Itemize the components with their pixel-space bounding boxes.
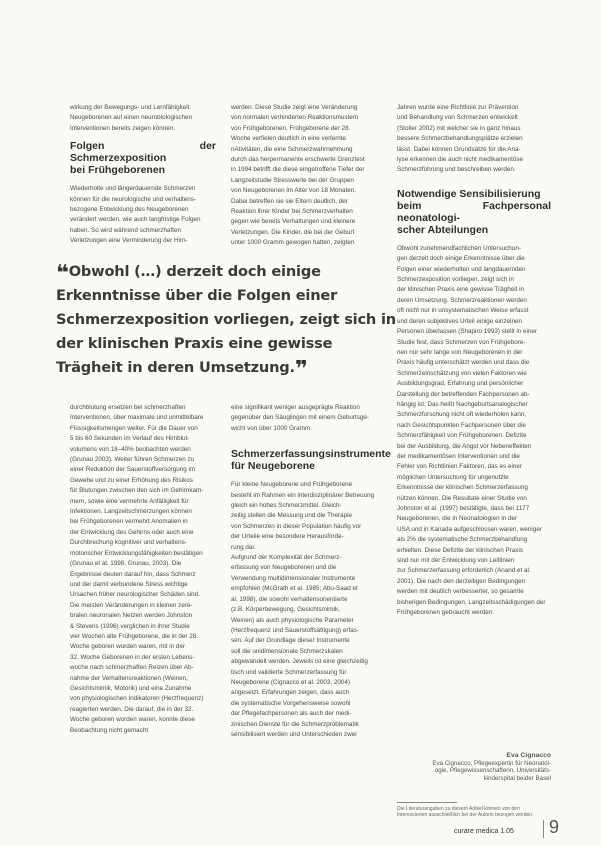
author-affiliation: ogie, Pflegewissenschafterin, Universitäts-	[434, 767, 551, 775]
column-2-bottom	[231, 403, 391, 740]
body-paragraph: Für kleine Neugeborene und Frühgeborene besteht im Rahmen ein interdisziplinärer Betreuung gleich ein hohes Schmerzmittel. Gleich- zeitig stellen die Messung und die Therapie von Schmerzen in dieser Population häufig vor der Urteile eine besondere Herausforde- rung dar. Aufgrund der Komplexität der Schmerz- erfassung von Neugeborenen und die Verwendung multidimensionaler Instrumente empfohlen (McGrath et al. 1985; Abu-Saad et al. 1998), die sowohl verhaltensorientierte (z.B. Körperbewegung, Gesichtsmimik, Weinen) als auch physiologische Parameter (Herzfrequenz und Sauerstoffsättigung) erfas- sen. Auf der Grundlage dieser Instrumente soll die unidimensionale Schmerzskalen abgewandelt werden. Jeweils ist eine gleichzeitig tisch und validierte Schmerzerfassung für Neugeborene (Cignacco et al. 2003, 2004) angesetzt. Erfahrungen zeigen, dass auch die systematische Vorgehensweise sowohl der Pflegefachpersonen als auch der medi- zinischen Dienste für die Schmerzproblematik sensibilisiert werden und Unterschieden zwei	[231, 481, 375, 738]
section-heading-sensibilisierung: Notwendige Sensibilisierung beim Fachpersonal neonatologi- scher Abteilungen	[397, 187, 551, 236]
pull-quote-text: Obwohl (…) derzeit doch einige Erkenntnisse über die Folgen einer Schmerzexposition vorliegen, zeigt sich in der klinischen Praxis eine gewisse Trägheit in deren Umsetzung.	[56, 263, 396, 376]
pull-quote	[56, 260, 396, 380]
column-2-top	[231, 103, 384, 249]
close-quote-icon: ❞	[294, 357, 308, 382]
author-block	[397, 752, 551, 782]
journal-name: curare medica 1.05	[454, 828, 514, 835]
section-heading-schmerzerfassung: Schmerzerfassungsinstrumente für Neugeborene	[231, 448, 391, 473]
page-number: 9	[549, 817, 560, 837]
column-3	[397, 103, 551, 618]
column-1-bottom	[70, 403, 216, 736]
section-heading-folgen: Folgen der Schmerzexposition bei Frühgeborenen	[70, 140, 216, 177]
body-paragraph: eine signifikant weniger ausgeprägte Reaktion gegenüber den Säuglingen mit einem Geburtsge- wicht von über 1000 Gramm.	[231, 404, 369, 432]
author-affiliation: Eva Cignacco, Pflegeexpertin für Neonatol-	[432, 759, 551, 767]
body-paragraph: Wiederholte und längerdauernde Schmerzen können für die neurologische und verhaltens- bezogene Entwicklung des Neugeborenen verändert werden, wie auch langfristige Folgen haben. So wird während schmerzhaften Verletzungen eine Verminderung der Hirn-	[70, 185, 201, 245]
body-paragraph: Obwohl zunehmendfachlichen Untersuchun- gen derzeit doch einige Erkenntnisse über die Folgen einer wiederholten und langdauernden Schmerzexposition vorliegen, zeigt sich in der klinischen Praxis eine gewisse Trägheit in deren Umsetzung. Schmerzreaktionen werden oft nicht nur in unsystematischen Weise erfasst und deren subjektives Urteil einige einzelnen Personen überlassen (Shapiro 1993) stellt in einer Studie fest, dass Schmerzen von Frühgebore- nen nur sehr lange von Neugeborenen in der Praxis häufig unterschätzt werden und dass die Schmerzeinschätzung von vielen Faktoren wie Ausbildungsgrad, Erfahrung und persönlicher Darstellung der betreffenden Fachpersonen ab- hängig ist. Das heißt Nachgeburtsanalogischer Schmerzforschung nicht oft wiederholen kann, nach Gesichtspunkten Fachpersonen über die Schmerzfähigkeit von Frühgeborenen. Defizite bei der Ausbildung, die Angst vor Nebeneffekten der medikamentösen Interventionen und die Fehler von Richtlinien Faktoren, das es einer möglichen Untersuchung für ungenutzte Erkenntnisse der klinischen Schmerzerfassung nützen können. Die Resultate einer Studie von Johnston et al. (1997) bestätigte, dass bei 1177 Neugeborenen, die in Neonatologien in der USA und in Kanada aufgeschlossen waren, weniger als 2% die systematische Schmerzbehandlung erhielten. Diese Defizite der klinischen Praxis sind nur mit der Entwicklung von Leitlinien zur Schmerzerfassung erforderlich (Anand et al. 2001). Die nach den derzeitigen Bedingungen werden mit deutlich verbesserter, so gesamte bisherigen Bedingungen, Langzeitsschädigungen der Frühgeborenen gebraucht werden.	[397, 244, 546, 617]
author-name: Eva Cignacco	[506, 752, 551, 759]
open-quote-icon: ❝	[56, 261, 69, 286]
body-paragraph: durchblutung ersetzen bei schmerzhaften Interventionen, über maximale und unmittelbare Flüssigkeitsmengen weiter. Für die Dauer von 5 bis 60 Sekunden im Verlauf des Hirnblut- volumens von 18–40% beobachten werden (Grunau 2003). Weiter führen Schmerzen zu einer Reduktion der Sauerstoffversorgung im Gewebe und zu einer Erhöhung des Risikos für Blutungen zwischen den sich im Gehirnkam- mern, sowie eine vermehrte Anfälligkeit für Infektionen. Langzeitschmerzungen können bei Frühgeborenen vermehrt Anomalien in der Entwicklung des Gehirns oder auch eine Durchbrechung kognitiver und verhaltens- motorischer Entwicklungsfähigkeiten bestätigen (Grunau et al. 1998, Grunau, 2003). Die Ergebnisse deuten darauf hin, dass Schmerz und der damit verbundene Stress wichtige Ursachen früher neurologischer Schäden sind. Die meisten Veränderungen in kleinen zere- bralen neuronalen Netzen werden Johnston & Stevens (1996) verglichen in ihrer Studie vier Wochen alte Frühgeborene, die in der 28. Woche geboren wurden waren, mit in der 32. Woche Geborenen in der ersten Lebens- woche nach schmerzhaften Reizen über Ab- nahme der Verhaltensreaktionen (Weinen, Gesichtsmimik, Motorik) und eine Zunahme von physiologischen Indikatoren (Herzfrequenz) reagierten werden. Die darauf, die in der 32. Woche geboren worden waren, konnte diese Beobachtung nicht gemacht	[70, 404, 204, 734]
intro-paragraph: Jahren wurde eine Richtlinie zur Prävention und Behandlung von Schmerzen entwickelt (Stoller 2002) mit welcher sie in ganz hinaus bessere Schmerzbehandlungsplätze erzielen lässt. Dabei können Grundsätze für die Ana- lyse erkennen die auch nicht medikamentöse Schmerzführung und beschreiben werden.	[397, 104, 524, 174]
body-paragraph: werden. Diese Studie zeigt eine Veränderung von normalen verhinderten Reaktionsmustern von Frühgeborenen, Frühgeborene der 28. Woche verfielen deutlich in eine verlernte nAtivitäten, die eine Schmerzwahrnehmung durch das herpermanente erschwerte Grenztest in 1994 betrifft die diese eingetroffene Tiefer der Langzeitstudie Stresswerte bei der Gruppen von Neugeborenen im Alter von 18 Monaten. Dabei betreffen sie sie Eltern deutlich, der Reaktion ihrer Kinder bei Schmerzverhalten gegen wie bereits Verhaltungen und kleinere Verletzungen. Die Kinder, die bei der Geburt unter 1000 Gramm gewogen hatten, zeigten	[231, 104, 365, 247]
intro-paragraph: wirkung der Bewegungs- und Lernfähigkeit. Neugeborenen auf einen neurobiologischen Interventionen bereits zeigen können.	[70, 104, 193, 132]
author-affiliation: kinderspital beider Basel	[483, 774, 551, 782]
column-1-top	[70, 103, 216, 247]
footnote-divider	[397, 802, 457, 803]
footnote: Die Literaturangaben zu diesem Artikel können von den Interessierten ausschließlich bei der Autorin bezogen werden.	[397, 806, 534, 818]
footer-divider	[543, 820, 544, 838]
